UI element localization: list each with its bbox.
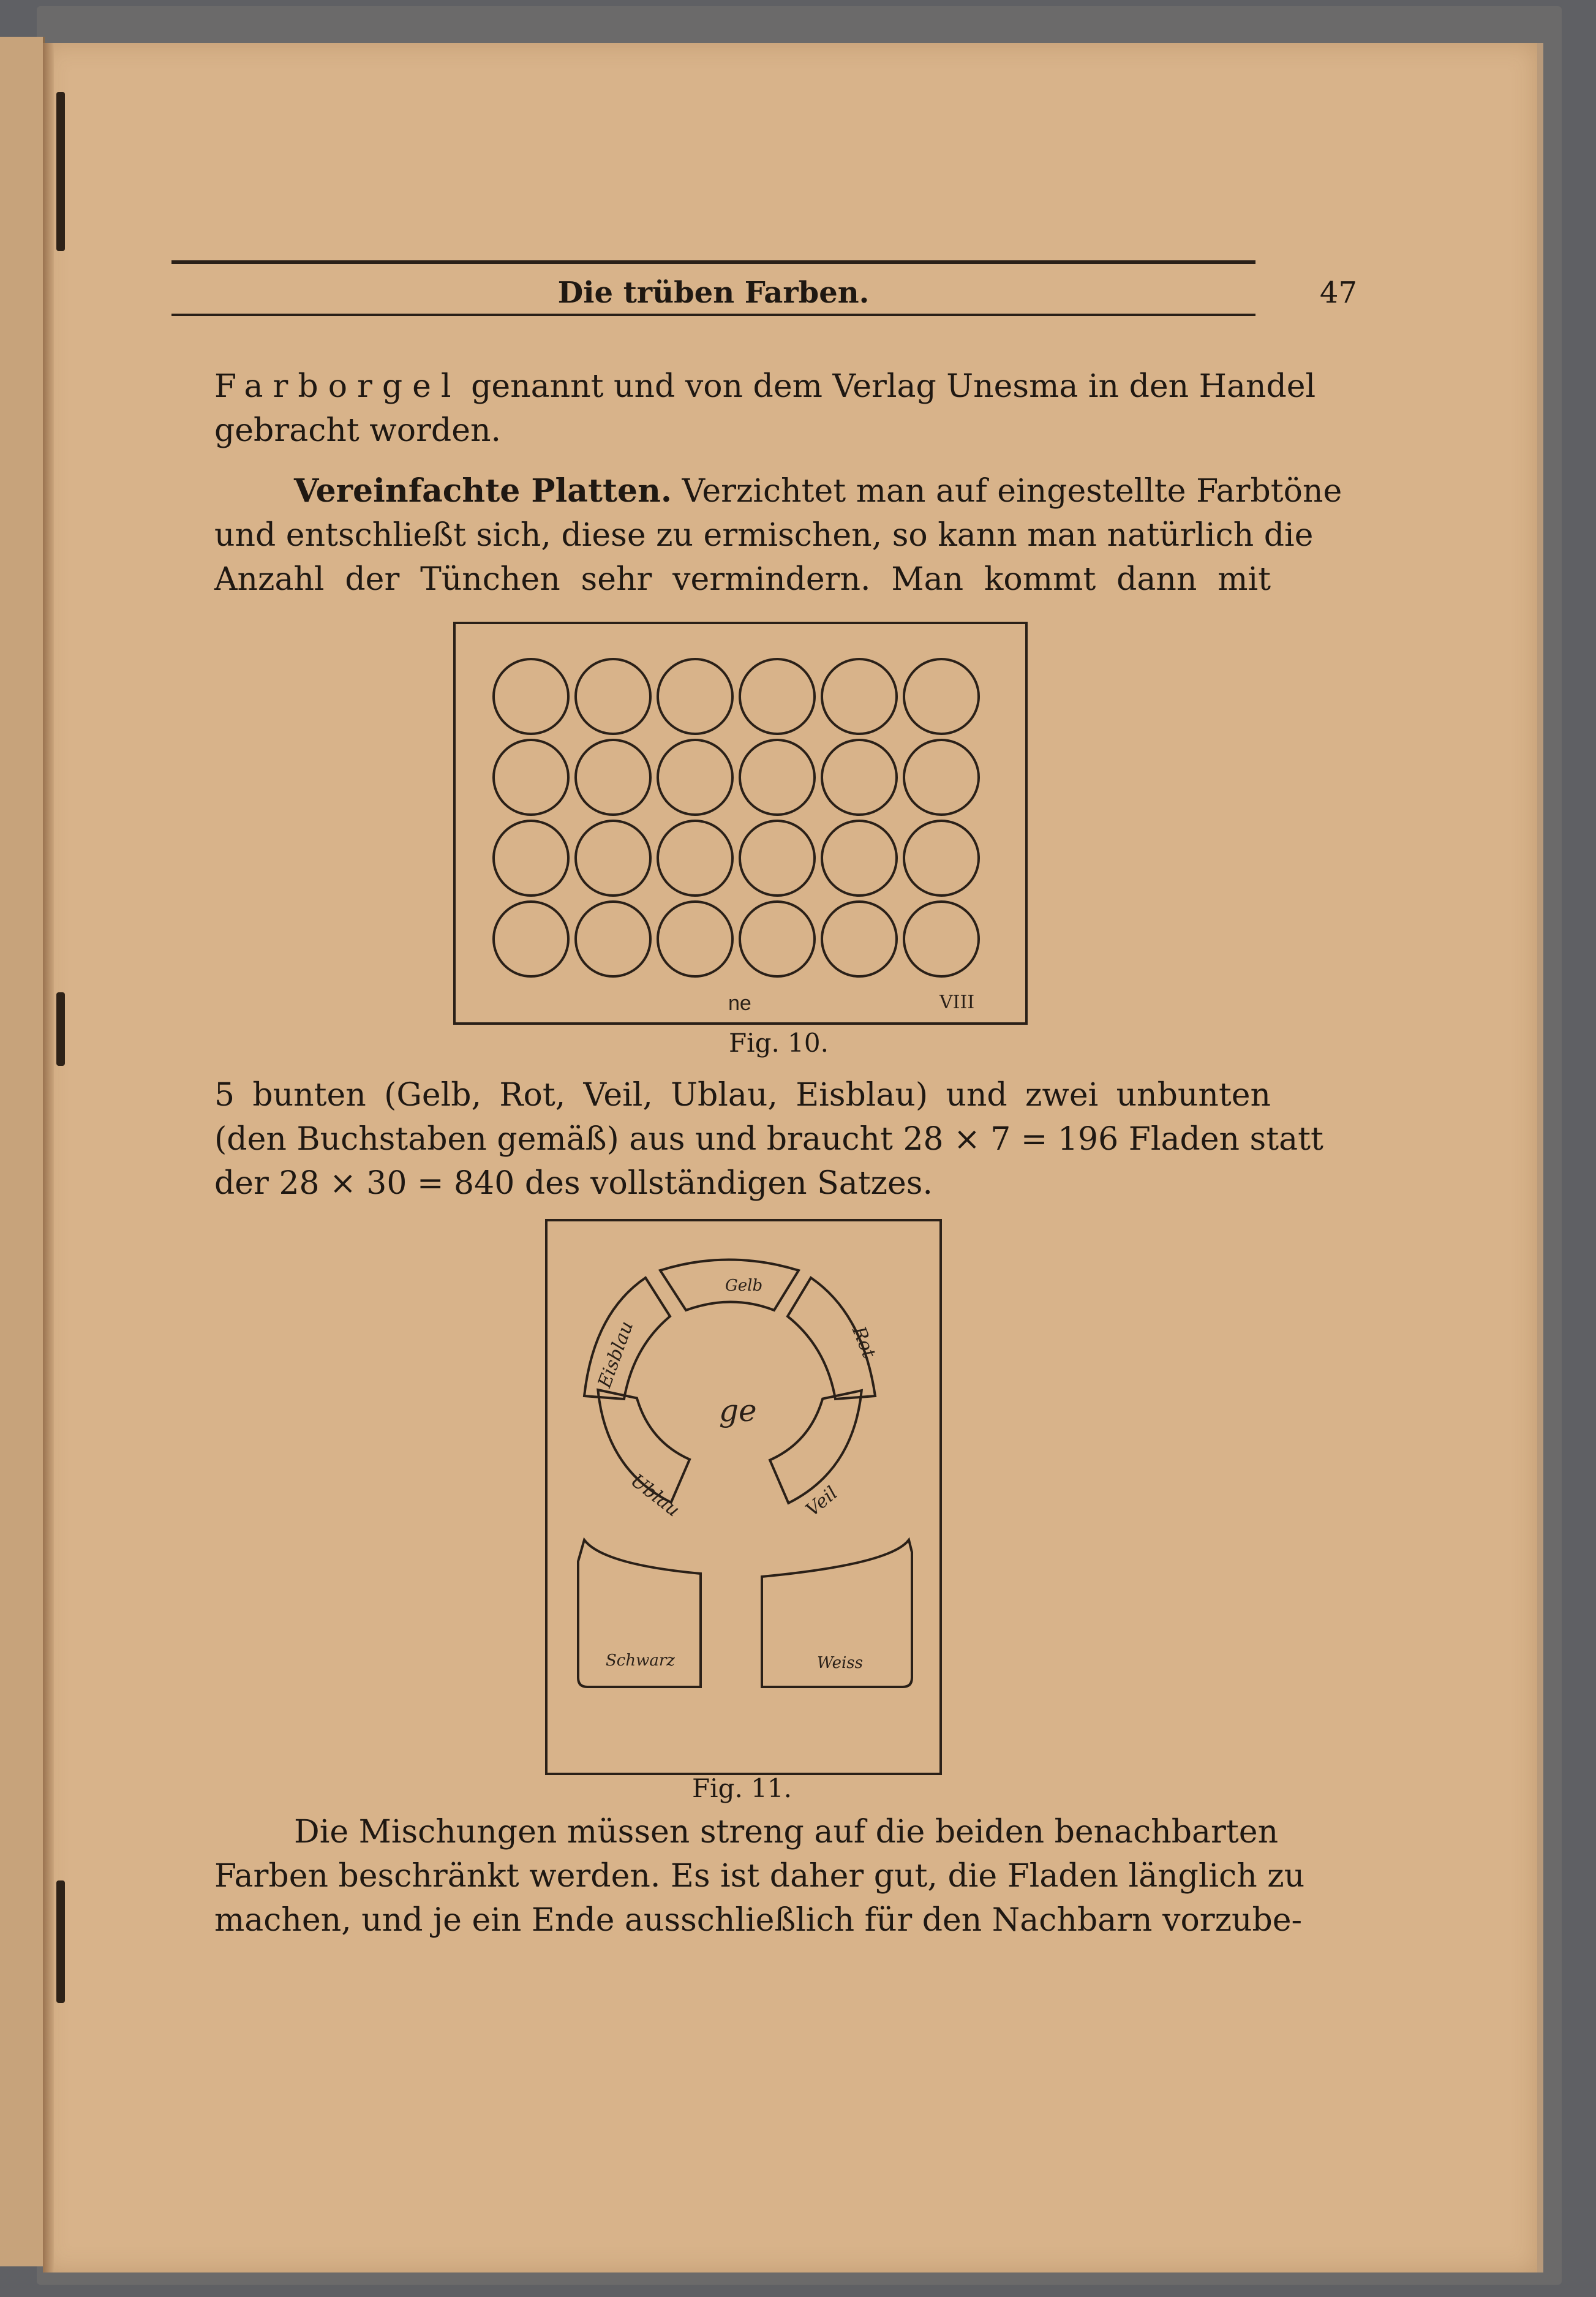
label-veil: Veil — [802, 1482, 842, 1521]
label-schwarz: Schwarz — [606, 1651, 676, 1670]
paint-well — [492, 900, 570, 978]
text-line — [214, 364, 1316, 409]
label-gelb: Gelb — [725, 1277, 763, 1295]
label-center: ge — [719, 1393, 757, 1428]
label-ublau: Ublau — [626, 1469, 684, 1522]
paint-well — [903, 820, 980, 897]
header-rule-top — [171, 260, 1255, 264]
label-weiss: Weiss — [817, 1654, 863, 1672]
paint-well — [903, 900, 980, 978]
figure-10-plate — [453, 622, 1028, 1025]
binding-stitch — [56, 92, 65, 251]
previous-page-edge — [0, 37, 45, 2266]
paragraph-3 — [214, 1073, 1323, 1205]
paint-well — [657, 900, 734, 978]
paint-well — [903, 658, 980, 735]
text-line: der 28 × 30 = 840 des vollständigen Satzes. — [214, 1165, 933, 1202]
paint-well — [574, 900, 652, 978]
spaced-word: Farborgel — [214, 368, 461, 405]
label-eisblau: Eisblau — [593, 1318, 638, 1391]
paint-well — [821, 739, 898, 816]
plate-label-right: VIII — [939, 992, 975, 1013]
text-line: Anzahl der Tünchen sehr vermindern. Man kommt dann mit — [214, 561, 1271, 598]
line-rest: genannt und von dem Verlag Unesma in den Handel — [461, 368, 1316, 405]
paint-well — [574, 739, 652, 816]
section-heading: Vereinfachte Platten. — [294, 472, 672, 510]
paragraph-4 — [214, 1810, 1305, 1942]
page-binding — [43, 43, 54, 2272]
label-rot: Rot — [848, 1323, 880, 1362]
paint-well — [657, 820, 734, 897]
figure-11-palette — [545, 1219, 942, 1775]
header-rule-bottom — [171, 314, 1255, 316]
figure-10-caption: Fig. 10. — [729, 1028, 829, 1058]
binding-stitch — [56, 1880, 65, 2003]
paragraph-2 — [214, 469, 1342, 602]
paint-well — [903, 739, 980, 816]
paint-well — [739, 820, 816, 897]
text-line: (den Buchstaben gemäß) aus und braucht 28 × 7 = 196 Fladen statt — [214, 1121, 1323, 1158]
paint-well — [821, 900, 898, 978]
paint-well — [739, 739, 816, 816]
figure-11-caption: Fig. 11. — [692, 1773, 792, 1803]
paint-well — [821, 658, 898, 735]
paint-well — [492, 739, 570, 816]
palette-drawing — [548, 1221, 939, 1773]
text-line — [214, 469, 1342, 513]
paint-well — [821, 820, 898, 897]
binding-stitch — [56, 992, 65, 1066]
text-line: gebracht worden. — [214, 412, 501, 449]
text-line: Farben beschränkt werden. Es ist daher gut, die Fladen länglich zu — [214, 1858, 1305, 1895]
paint-well — [574, 658, 652, 735]
text-line: machen, und je ein Ende ausschließlich für den Nachbarn vorzube- — [214, 1902, 1303, 1939]
paint-well — [492, 658, 570, 735]
paint-well — [657, 739, 734, 816]
text-line: Die Mischungen müssen streng auf die beiden benachbarten — [294, 1814, 1279, 1850]
paint-well — [739, 900, 816, 978]
paint-well — [492, 820, 570, 897]
page-number: 47 — [1319, 276, 1357, 310]
paint-well — [657, 658, 734, 735]
paragraph-1 — [214, 364, 1316, 453]
text-line: 5 bunten (Gelb, Rot, Veil, Ublau, Eisblau) und zwei unbunten — [214, 1077, 1271, 1114]
line-rest: Verzichtet man auf eingestellte Farbtöne — [672, 473, 1342, 510]
text-line: und entschließt sich, diese zu ermischen, so kann man natürlich die — [214, 517, 1314, 554]
plate-label-left: ne — [728, 992, 751, 1015]
running-title: Die trüben Farben. — [557, 276, 870, 310]
paint-well — [739, 658, 816, 735]
paint-well — [574, 820, 652, 897]
